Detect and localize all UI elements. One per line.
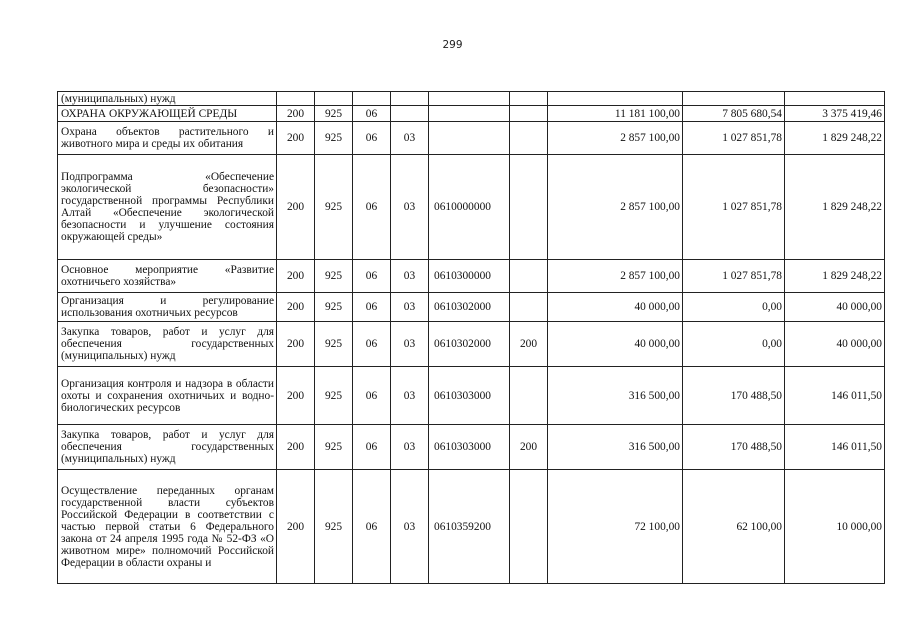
cell-section — [315, 92, 353, 106]
cell-subsection: 06 — [353, 470, 391, 584]
cell-name: Осуществление переданных органам государственной власти субъектов Российской Федерации в соответствии с частью первой статьи 6 Федерального закона от 24 апреля 1995 года № 52-ФЗ «О животном мире» полномочий Российской Федерации в области охраны и — [58, 470, 277, 584]
cell-remaining-amount — [785, 92, 885, 106]
cell-ved: 200 — [277, 122, 315, 155]
table-row — [58, 425, 885, 470]
cell-expense-type — [510, 106, 548, 122]
table-row — [58, 92, 885, 106]
cell-executed-amount: 0,00 — [683, 322, 785, 367]
cell-item: 03 — [391, 293, 429, 322]
cell-target-article — [429, 92, 510, 106]
cell-section: 925 — [315, 122, 353, 155]
cell-section: 925 — [315, 293, 353, 322]
cell-subsection: 06 — [353, 293, 391, 322]
cell-planned-amount: 316 500,00 — [548, 425, 683, 470]
cell-item: 03 — [391, 260, 429, 293]
cell-target-article: 0610302000 — [429, 322, 510, 367]
cell-target-article: 0610302000 — [429, 293, 510, 322]
cell-remaining-amount: 146 011,50 — [785, 367, 885, 425]
cell-ved: 200 — [277, 260, 315, 293]
cell-name: ОХРАНА ОКРУЖАЮЩЕЙ СРЕДЫ — [58, 106, 277, 122]
table-row — [58, 106, 885, 122]
cell-expense-type — [510, 122, 548, 155]
cell-section: 925 — [315, 260, 353, 293]
cell-remaining-amount: 10 000,00 — [785, 470, 885, 584]
cell-expense-type — [510, 293, 548, 322]
cell-section: 925 — [315, 470, 353, 584]
cell-ved: 200 — [277, 470, 315, 584]
cell-executed-amount: 62 100,00 — [683, 470, 785, 584]
cell-planned-amount — [548, 92, 683, 106]
cell-remaining-amount: 1 829 248,22 — [785, 122, 885, 155]
cell-remaining-amount: 1 829 248,22 — [785, 155, 885, 260]
cell-planned-amount: 40 000,00 — [548, 322, 683, 367]
cell-subsection: 06 — [353, 367, 391, 425]
cell-expense-type — [510, 470, 548, 584]
cell-ved: 200 — [277, 106, 315, 122]
cell-ved: 200 — [277, 155, 315, 260]
cell-target-article: 0610359200 — [429, 470, 510, 584]
cell-executed-amount: 170 488,50 — [683, 425, 785, 470]
cell-section: 925 — [315, 106, 353, 122]
cell-remaining-amount: 40 000,00 — [785, 293, 885, 322]
cell-name: Организация контроля и надзора в области охоты и сохранения охотничьих и водно-биологических ресурсов — [58, 367, 277, 425]
table-row — [58, 122, 885, 155]
cell-planned-amount: 316 500,00 — [548, 367, 683, 425]
cell-target-article — [429, 122, 510, 155]
cell-item: 03 — [391, 425, 429, 470]
cell-subsection: 06 — [353, 425, 391, 470]
cell-executed-amount: 7 805 680,54 — [683, 106, 785, 122]
cell-executed-amount: 170 488,50 — [683, 367, 785, 425]
cell-subsection: 06 — [353, 122, 391, 155]
cell-subsection: 06 — [353, 155, 391, 260]
cell-name: (муниципальных) нужд — [58, 92, 277, 106]
cell-executed-amount: 1 027 851,78 — [683, 260, 785, 293]
cell-ved — [277, 92, 315, 106]
cell-expense-type — [510, 155, 548, 260]
cell-target-article: 0610303000 — [429, 367, 510, 425]
cell-item: 03 — [391, 155, 429, 260]
cell-expense-type — [510, 92, 548, 106]
cell-name: Охрана объектов растительного и животного мира и среды их обитания — [58, 122, 277, 155]
cell-item: 03 — [391, 322, 429, 367]
cell-section: 925 — [315, 155, 353, 260]
cell-expense-type: 200 — [510, 425, 548, 470]
cell-item: 03 — [391, 367, 429, 425]
cell-remaining-amount: 3 375 419,46 — [785, 106, 885, 122]
table-row — [58, 470, 885, 584]
cell-target-article: 0610000000 — [429, 155, 510, 260]
cell-subsection: 06 — [353, 106, 391, 122]
cell-subsection: 06 — [353, 322, 391, 367]
cell-name: Подпрограмма «Обеспечение экологической безопасности» государственной программы Республики Алтай «Обеспечение экологической безопасности и улучшение состояния окружающей среды» — [58, 155, 277, 260]
cell-ved: 200 — [277, 425, 315, 470]
cell-planned-amount: 72 100,00 — [548, 470, 683, 584]
table-row — [58, 322, 885, 367]
cell-name: Закупка товаров, работ и услуг для обеспечения государственных (муниципальных) нужд — [58, 425, 277, 470]
cell-ved: 200 — [277, 367, 315, 425]
budget-table — [57, 91, 885, 584]
cell-section: 925 — [315, 425, 353, 470]
cell-item — [391, 92, 429, 106]
cell-executed-amount — [683, 92, 785, 106]
cell-target-article: 0610303000 — [429, 425, 510, 470]
cell-section: 925 — [315, 367, 353, 425]
cell-name: Организация и регулирование использования охотничьих ресурсов — [58, 293, 277, 322]
cell-target-article — [429, 106, 510, 122]
cell-ved: 200 — [277, 322, 315, 367]
cell-expense-type: 200 — [510, 322, 548, 367]
cell-name: Основное мероприятие «Развитие охотничьего хозяйства» — [58, 260, 277, 293]
cell-executed-amount: 1 027 851,78 — [683, 122, 785, 155]
cell-section: 925 — [315, 322, 353, 367]
cell-expense-type — [510, 260, 548, 293]
cell-planned-amount: 40 000,00 — [548, 293, 683, 322]
cell-ved: 200 — [277, 293, 315, 322]
cell-item: 03 — [391, 470, 429, 584]
cell-remaining-amount: 40 000,00 — [785, 322, 885, 367]
table-row — [58, 155, 885, 260]
table-row — [58, 293, 885, 322]
cell-planned-amount: 2 857 100,00 — [548, 155, 683, 260]
cell-target-article: 0610300000 — [429, 260, 510, 293]
cell-planned-amount: 11 181 100,00 — [548, 106, 683, 122]
table-row — [58, 367, 885, 425]
cell-item — [391, 106, 429, 122]
cell-subsection — [353, 92, 391, 106]
cell-planned-amount: 2 857 100,00 — [548, 122, 683, 155]
cell-expense-type — [510, 367, 548, 425]
table-row — [58, 260, 885, 293]
cell-remaining-amount: 1 829 248,22 — [785, 260, 885, 293]
page-number: 299 — [442, 39, 463, 51]
cell-subsection: 06 — [353, 260, 391, 293]
cell-executed-amount: 0,00 — [683, 293, 785, 322]
cell-remaining-amount: 146 011,50 — [785, 425, 885, 470]
cell-executed-amount: 1 027 851,78 — [683, 155, 785, 260]
cell-planned-amount: 2 857 100,00 — [548, 260, 683, 293]
cell-name: Закупка товаров, работ и услуг для обеспечения государственных (муниципальных) нужд — [58, 322, 277, 367]
cell-item: 03 — [391, 122, 429, 155]
